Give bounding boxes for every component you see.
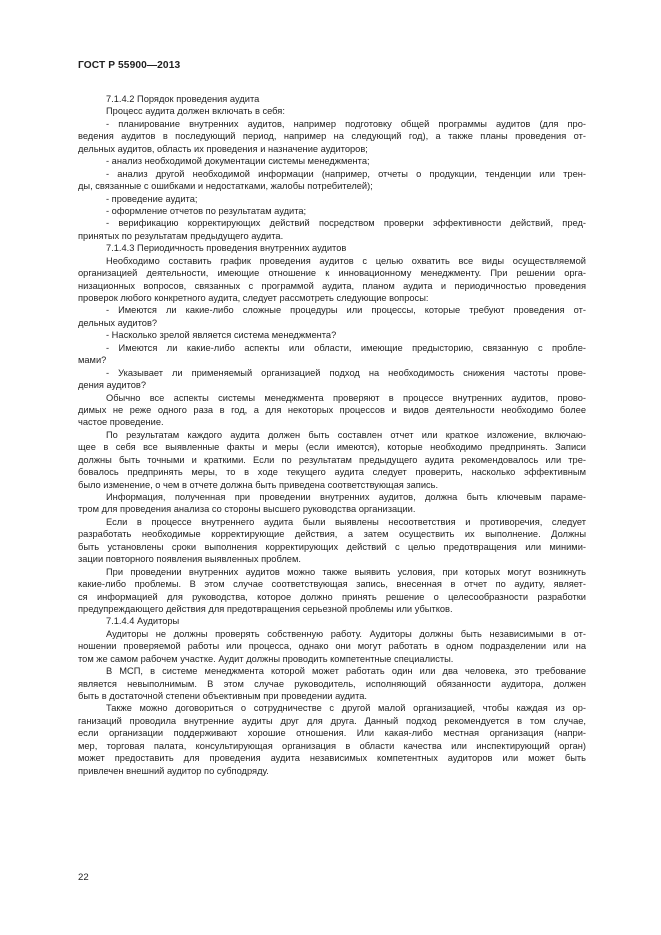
- text-line: мами?: [78, 355, 107, 366]
- text-line: было изменение, о чем в отчете должна быть приведена соответствующая запись.: [78, 479, 439, 490]
- text-line: Процесс аудита должен включать в себя:: [106, 106, 285, 117]
- text-line: - Насколько зрелой является система менеджмента?: [106, 330, 337, 341]
- text-line: 7.1.4.2 Порядок проведения аудита: [106, 94, 260, 104]
- text-line: ды, связанные с ошибками и недостатками, жалобы потребителей);: [78, 181, 373, 192]
- text-line: Если в процессе внутреннего аудита были выявлены несоответствия и противоречия, следует: [106, 516, 586, 527]
- text-line: При проведении внутренних аудитов можно также выявить условия, при которых могут возникнуть: [106, 566, 586, 577]
- text-line: принятых по результатам предыдущего аудита.: [78, 230, 284, 241]
- text-line: - Имеются ли какие-либо аспекты или области, имеющие предысторию, связанную с пробле-: [106, 342, 586, 353]
- text-line: В МСП, в системе менеджмента которой может работать один или два человека, это требование: [106, 666, 586, 677]
- document-body: [78, 93, 586, 777]
- text-line: - оформление отчетов по результатам аудита;: [106, 205, 307, 216]
- text-line: Аудиторы не должны проверять собственную работу. Аудиторы должны быть независимыми в от-: [106, 628, 586, 639]
- text-line: ся информацией для руководства, которое должно принять решение о целесообразности разработки: [78, 591, 586, 602]
- text-line: быть установлены сроки выполнения корректирующих действий с целью предотвращения или миними-: [78, 541, 586, 552]
- text-line: быть в достаточной степени объективным при проведении аудита.: [78, 691, 368, 701]
- text-line: организацией деятельности, имеющие отношение к инновационному менеджменту. При решении орга-: [78, 268, 586, 279]
- text-line: Также можно договориться о сотрудничестве с другой малой организацией, чтобы каждая из ор-: [106, 703, 586, 714]
- text-line: предупреждающего действия для предотвращения серьезной проблемы или убытков.: [78, 603, 453, 614]
- text-line: - верификацию корректирующих действий посредством проверки эффективности действий, пред-: [106, 218, 586, 229]
- text-line: димых не реже одного раза в год, а для некоторых процессов и видов деятельности необходимо более: [78, 404, 586, 415]
- text-line: Информация, полученная при проведении внутренних аудитов, должна быть ключевым параме-: [106, 492, 586, 502]
- text-line: тром для проведения анализа со стороны высшего руководства организации.: [78, 504, 416, 515]
- text-line: - анализ другой необходимой информации (например, отчеты о продукции, тенденции или трен-: [106, 168, 586, 179]
- text-line: Необходимо составить график проведения аудитов с целью охватить все виды осуществляемой: [106, 255, 586, 266]
- text-line: бовалось предпринять меры, то в ходе текущего аудита следует проверить, насколько эффективным: [78, 467, 586, 478]
- text-line: разработать необходимые корректирующие действия, а затем осуществить их выполнение. Должны: [78, 529, 586, 540]
- text-line: частое проведение.: [78, 417, 164, 428]
- text-line: - Указывает ли применяемый организацией подход на необходимость снижения частоты прове-: [106, 367, 586, 378]
- text-line: ганизаций проводила внутренние аудиты друг для друга. Данный подход рекомендуется в том случае,: [78, 715, 586, 726]
- text-line: если организации поддерживают хорошие отношения. Или какая-либо местная организация (напри-: [78, 728, 586, 739]
- text-line: ведения аудитов в последующий период, например на следующий год), а также планы проведения от-: [78, 131, 586, 142]
- standard-header: ГОСТ Р 55900—2013: [78, 60, 181, 71]
- text-line: низационных вопросов, связанных с программой аудита, планом аудита и периодичностью проведения: [78, 280, 586, 291]
- text-line: - анализ необходимой документации системы менеджмента;: [106, 156, 370, 167]
- text-line: проверок любого конкретного аудита, следует рассмотреть следующие вопросы:: [78, 293, 429, 303]
- text-line: - Имеются ли какие-либо сложные процедуры или процессы, которые требуют проведения от-: [106, 305, 586, 316]
- text-line: 7.1.4.3 Периодичность проведения внутренних аудитов: [106, 243, 347, 254]
- text-line: том же самом рабочем участке. Аудит должны проводить компетентные специалисты.: [78, 653, 454, 664]
- text-line: По результатам каждого аудита должен быть составлен отчет или краткое изложение, включаю-: [106, 429, 586, 440]
- text-line: мер, торговая палата, консультирующая организация в области качества или инспектирующий орган): [78, 740, 586, 751]
- text-line: является невыполнимым. В этом случае руководитель, исполняющий обязанности аудитора, должен: [78, 678, 586, 689]
- text-line: щее в себя все выявленные факты и меры (если имеются), которые необходимо предпринять. Записи: [78, 442, 586, 453]
- text-line: - проведение аудита;: [106, 193, 198, 204]
- text-line: Обычно все аспекты системы менеджмента проверяют в процессе внутренних аудитов, прово-: [106, 392, 586, 403]
- text-line: ношении проверяемой работы или процесса, однако они могут работать в одном подразделении или на: [78, 641, 586, 652]
- text-line: дения аудитов?: [78, 380, 146, 391]
- text-line: должны быть точными и краткими. Если по результатам предыдущего аудита рекомендовалось или тре-: [78, 454, 586, 465]
- page-number: 22: [78, 872, 89, 883]
- text-line: может предоставить для проведения аудита независимых компетентных аудиторов или может быть: [78, 753, 586, 764]
- text-line: дельных аудитов, область их проведения и назначение аудиторов;: [78, 143, 368, 154]
- text-line: 7.1.4.4 Аудиторы: [106, 616, 180, 627]
- text-line: какие-либо проблемы. В этом случае соответствующая запись, внесенная в отчет по аудиту, являет-: [78, 579, 586, 590]
- text-line: дельных аудитов?: [78, 317, 158, 328]
- text-line: зации повторного появления выявленных проблем.: [78, 554, 301, 565]
- text-line: - планирование внутренних аудитов, например подготовку общей программы аудитов (для про-: [106, 118, 586, 129]
- text-line: привлечен внешний аудитор по субподряду.: [78, 765, 269, 776]
